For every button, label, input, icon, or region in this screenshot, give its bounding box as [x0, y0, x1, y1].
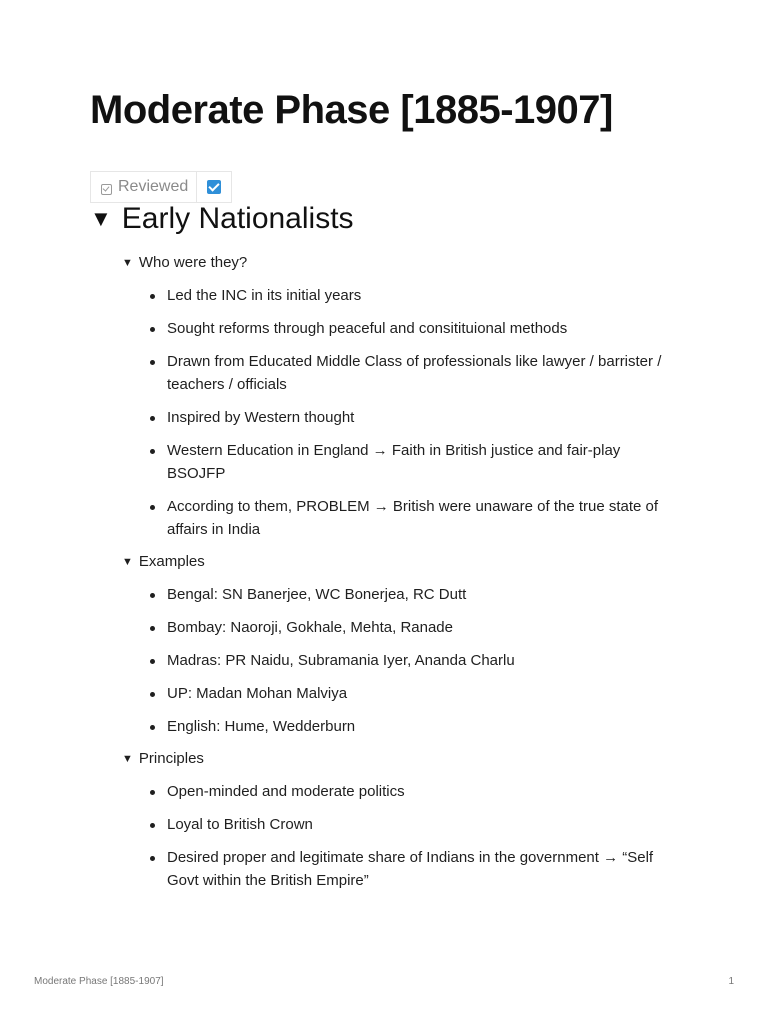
checkbox-property-icon	[101, 184, 112, 195]
page-title: Moderate Phase [1885-1907]	[90, 88, 613, 132]
bullet-list	[122, 780, 682, 892]
list-item: Desired proper and legitimate share of Indians in the government → “Self Govt within the British Empire”	[148, 846, 682, 892]
toggle-label: Principles	[138, 750, 204, 767]
list-item: Bombay: Naoroji, Gokhale, Mehta, Ranade	[148, 616, 682, 639]
bullet-list	[122, 583, 682, 738]
list-item: Western Education in England → Faith in British justice and fair-play BSOJFP	[148, 439, 682, 485]
list-item: Madras: PR Naidu, Subramania Iyer, Ananda Charlu	[148, 649, 682, 672]
toggle-triangle-icon[interactable]: ▼	[122, 556, 133, 568]
list-item: Inspired by Western thought	[148, 406, 682, 429]
toggle-triangle-icon[interactable]: ▼	[90, 206, 112, 231]
list-item: Drawn from Educated Middle Class of professionals like lawyer / barrister / teachers / officials	[148, 350, 682, 396]
footer-page-number: 1	[728, 976, 734, 987]
toggle-principles[interactable]	[122, 748, 682, 770]
list-item: Open-minded and moderate politics	[148, 780, 682, 803]
section-heading-toggle[interactable]	[90, 202, 354, 236]
property-label: Reviewed	[118, 178, 189, 195]
list-item: According to them, PROBLEM → British were unaware of the true state of affairs in India	[148, 495, 682, 541]
list-item: English: Hume, Wedderburn	[148, 715, 682, 738]
toggle-label: Examples	[138, 553, 205, 570]
toggle-triangle-icon[interactable]: ▼	[122, 257, 133, 269]
bullet-list	[122, 284, 682, 541]
list-item: Loyal to British Crown	[148, 813, 682, 836]
list-item: UP: Madan Mohan Malviya	[148, 682, 682, 705]
toggle-label: Who were they?	[138, 254, 248, 271]
toggle-triangle-icon[interactable]: ▼	[122, 753, 133, 765]
toggle-content	[122, 252, 682, 902]
footer-document-title: Moderate Phase [1885-1907]	[34, 976, 164, 987]
property-value[interactable]	[197, 172, 231, 202]
property-name	[91, 172, 197, 202]
list-item: Sought reforms through peaceful and consitituional methods	[148, 317, 682, 340]
property-row-reviewed	[90, 171, 232, 203]
section-heading-text: Early Nationalists	[121, 202, 354, 235]
toggle-examples[interactable]	[122, 551, 682, 573]
reviewed-checkbox[interactable]	[207, 180, 221, 194]
toggle-who-were-they[interactable]	[122, 252, 682, 274]
list-item: Bengal: SN Banerjee, WC Bonerjea, RC Dutt	[148, 583, 682, 606]
list-item: Led the INC in its initial years	[148, 284, 682, 307]
